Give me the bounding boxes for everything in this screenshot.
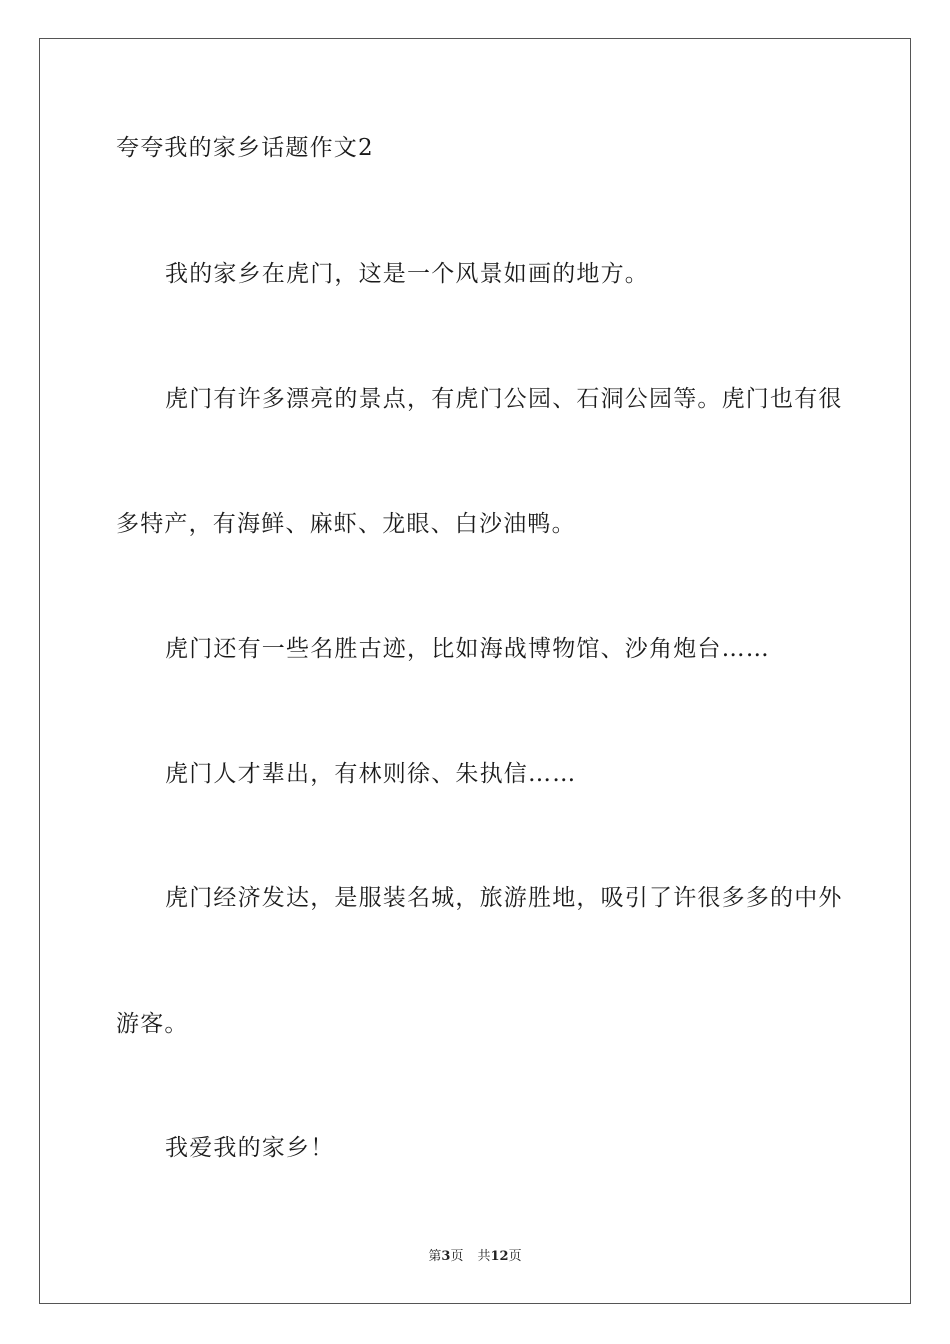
page-border <box>39 38 911 1304</box>
page-suffix: 页 <box>450 1249 464 1264</box>
paragraph-5-line-1: 虎门经济发达，是服装名城，旅游胜地，吸引了许很多多的中外 <box>165 885 843 911</box>
page-prefix: 第 <box>428 1249 442 1264</box>
paragraph-5-line-2: 游客。 <box>116 1011 189 1037</box>
paragraph-2-line-1: 虎门有许多漂亮的景点，有虎门公园、石洞公园等。虎门也有很 <box>165 386 843 412</box>
total-pages: 12 <box>490 1249 509 1264</box>
total-prefix: 共 <box>477 1249 491 1264</box>
paragraph-3-line-1: 虎门还有一些名胜古迹，比如海战博物馆、沙角炮台…… <box>165 636 770 662</box>
paragraph-1-line-1: 我的家乡在虎门，这是一个风景如画的地方。 <box>165 261 649 287</box>
paragraph-2-line-2: 多特产，有海鲜、麻虾、龙眼、白沙油鸭。 <box>116 511 576 537</box>
page-number: 3 <box>441 1249 451 1264</box>
paragraph-4-line-1: 虎门人才辈出，有林则徐、朱执信…… <box>165 761 577 787</box>
total-suffix: 页 <box>508 1249 522 1264</box>
document-title: 夸夸我的家乡话题作文2 <box>116 135 374 161</box>
page-footer <box>0 1248 950 1266</box>
paragraph-6-line-1: 我爱我的家乡！ <box>165 1135 335 1161</box>
